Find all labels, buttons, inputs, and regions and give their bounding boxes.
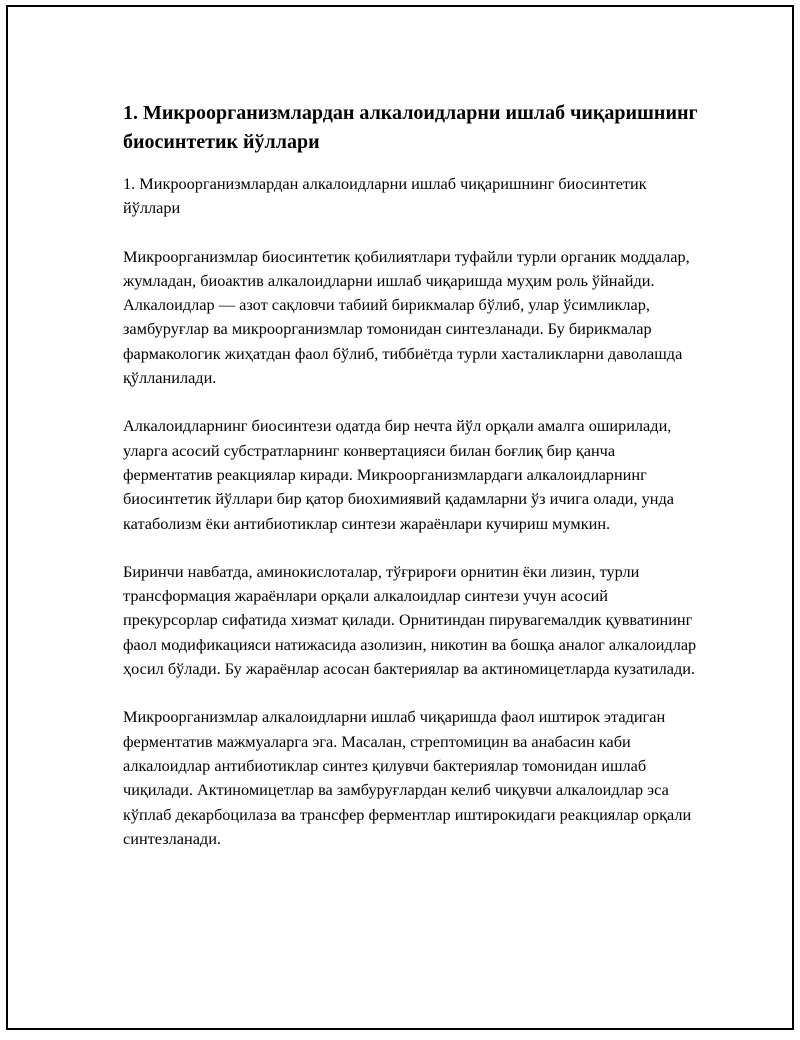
document-page xyxy=(6,5,794,1030)
document-subtitle: 1. Микроорганизмлардан алкалоидларни ишлаб чиқаришнинг биосинтетик йўллари xyxy=(123,174,647,218)
document-body xyxy=(123,99,703,875)
paragraph-3: Биринчи навбатда, аминокислоталар, тўғрироғи орнитин ёки лизин, турли трансформация жараёнлари орқали алкалоидлар синтези учун асосий прекурсорлар сифатида хизмат қилади. Орнитиндан пирувагемалдик қувватининг фаол модификацияси натижасида азолизин, никотин ва бошқа аналог алкалоидлар ҳосил бўлади. Бу жараёнлар асосан бактериялар ва актиномицетларда кузатилади. xyxy=(123,561,697,679)
paragraph-4: Микроорганизмлар алкалоидларни ишлаб чиқаришда фаол иштирок этадиган ферментатив мажмуаларга эга. Масалан, стрептомицин ва анабасин каби алкалоидлар антибиотиклар синтез қилувчи бактериялар томонидан ишлаб чиқилади. Актиномицетлар ва замбуруғлардан келиб чиқувчи алкалоидлар эса кўплаб декарбоцилаза ва трансфер ферментлар иштирокидаги реакциялар орқали синтезланади. xyxy=(123,707,692,848)
paragraph-1: Микроорганизмлар биосинтетик қобилиятлари туфайли турли органик моддалар, жумладан, биоактив алкалоидларни ишлаб чиқаришда муҳим роль ўйнайди. Алкалоидлар — азот сақловчи табиий бирикмалар бўлиб, улар ўсимликлар, замбуруғлар ва микроорганизмлар томонидан синтезланади. Бу бирикмалар фармакологик жиҳатдан фаол бўлиб, тиббиётда турли хасталикларни даволашда қўлланилади. xyxy=(123,246,690,388)
document-title: 1. Микроорганизмлардан алкалоидларни ишлаб чиқаришнинг биосинтетик йўллари xyxy=(123,102,698,153)
paragraph-2: Алкалоидларнинг биосинтези одатда бир нечта йўл орқали амалга оширилади, уларга асосий субстратларнинг конвертацияси билан боғлиқ бир қанча ферментатив реакциялар киради. Микроорганизмлардаги алкалоидларнинг биосинтетик йўллари бир қатор биохимиявий қадамларни ўз ичига олади, унда катаболизм ёки антибиотиклар синтези жараёнлари кучириш мумкин. xyxy=(123,416,674,533)
